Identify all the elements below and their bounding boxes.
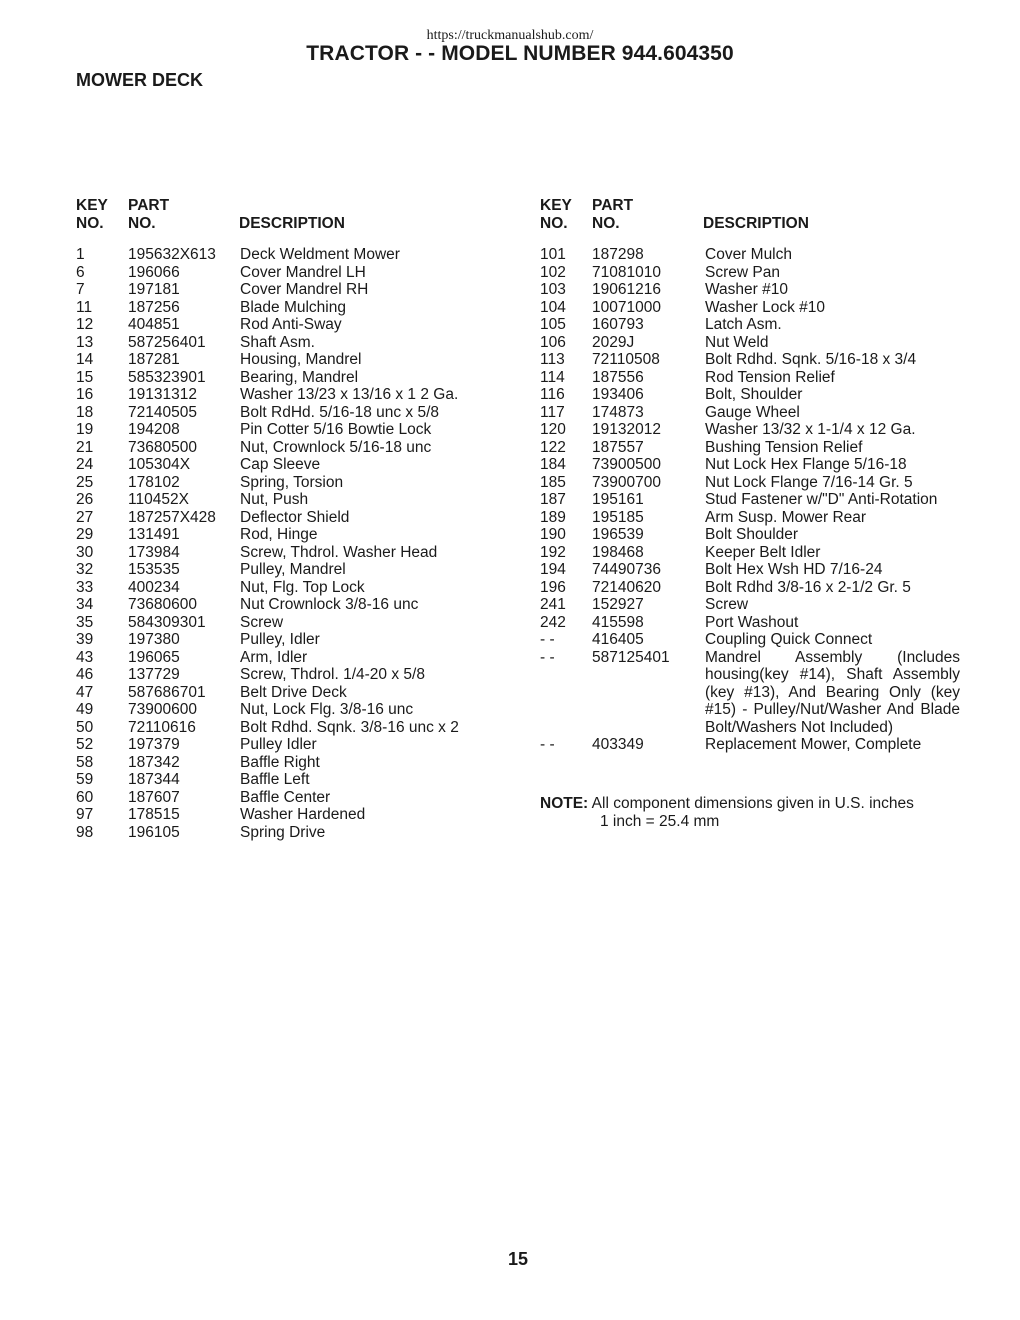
table-row (76, 474, 496, 492)
part-no: 72110508 (592, 351, 660, 368)
description: Rod, Hinge (240, 526, 318, 543)
key-no: 16 (76, 386, 94, 403)
table-row (540, 299, 965, 317)
description: Bolt Rdhd 3/8-16 x 2-1/2 Gr. 5 (705, 578, 911, 596)
part-no: 196105 (128, 823, 180, 841)
part-no: 403349 (592, 736, 644, 753)
description: Bearing, Mandrel (240, 368, 359, 386)
key-no: 242 (540, 613, 566, 631)
description: Nut Lock Flange 7/16-14 Gr. 5 (705, 473, 913, 491)
part-no: 415598 (592, 613, 644, 631)
key-no: - - (540, 631, 555, 648)
description: Baffle Right (240, 753, 320, 771)
part-no: 195161 (592, 491, 644, 508)
table-row (540, 736, 965, 754)
description: Housing, Mandrel (240, 351, 362, 368)
key-no: 25 (76, 473, 94, 491)
parts-table-header (76, 197, 496, 239)
part-no: 196539 (592, 526, 644, 543)
key-no: 35 (76, 613, 94, 631)
parts-table-header (540, 197, 965, 239)
part-no: 74490736 (592, 561, 661, 578)
table-row (540, 421, 965, 439)
table-row (76, 806, 496, 824)
key-no: 187 (540, 491, 566, 508)
part-no: 584309301 (128, 613, 206, 631)
part-no: 400234 (128, 578, 180, 596)
key-no: - - (540, 648, 555, 666)
part-no: 10071000 (592, 298, 661, 316)
part-no: 173984 (128, 543, 180, 561)
description: Bushing Tension Relief (705, 438, 863, 456)
key-no: 14 (76, 351, 94, 368)
part-no: 196065 (128, 648, 180, 666)
description: Washer 13/32 x 1-1/4 x 12 Ga. (705, 421, 916, 438)
part-no: 73900500 (592, 456, 661, 473)
description: Nut Lock Hex Flange 5/16-18 (705, 456, 907, 473)
header-key: KEY NO. (76, 197, 108, 232)
description: Cover Mulch (705, 246, 792, 263)
section-title: MOWER DECK (76, 70, 203, 90)
description: Nut, Lock Flg. 3/8-16 unc (240, 701, 414, 718)
parts-rows-left (76, 246, 496, 841)
key-no: 26 (76, 491, 94, 508)
part-no: 195185 (592, 508, 644, 526)
header-part: PART NO. (592, 197, 634, 232)
part-no: 73900600 (128, 701, 197, 718)
table-row (540, 596, 965, 614)
key-no: 27 (76, 508, 94, 526)
key-no: 11 (76, 298, 93, 316)
part-no: 187557 (592, 438, 644, 456)
key-no: 12 (76, 316, 94, 333)
part-no: 197181 (128, 281, 180, 298)
part-no: 19132012 (592, 421, 661, 438)
table-row (76, 404, 496, 422)
key-no: 113 (540, 351, 565, 368)
part-no: 105304X (128, 456, 191, 473)
table-row (76, 456, 496, 474)
part-no: 187298 (592, 246, 644, 263)
table-row (76, 369, 496, 387)
description: Nut, Flg. Top Lock (240, 578, 365, 596)
table-row (76, 824, 496, 842)
part-no: 71081010 (592, 263, 661, 281)
table-row (76, 386, 496, 404)
key-no: 101 (540, 246, 566, 263)
part-no: 195632X613 (128, 246, 216, 263)
part-no: 587686701 (128, 683, 206, 701)
description: Nut Crownlock 3/8-16 unc (240, 596, 419, 613)
description: Bolt RdHd. 5/16-18 unc x 5/8 (240, 403, 440, 421)
table-row (76, 614, 496, 632)
key-no: 122 (540, 438, 566, 456)
description: Bolt, Shoulder (705, 386, 803, 403)
table-row (76, 561, 496, 579)
part-no: 587125401 (592, 648, 670, 666)
key-no: - - (540, 736, 555, 753)
part-no: 194208 (128, 421, 180, 438)
description: Baffle Left (240, 771, 310, 788)
table-row (76, 771, 496, 789)
part-no: 174873 (592, 403, 644, 421)
part-no: 137729 (128, 666, 180, 683)
key-no: 18 (76, 403, 94, 421)
description: Cap Sleeve (240, 456, 321, 473)
part-no: 187607 (128, 788, 180, 806)
dimension-note (540, 795, 970, 830)
parts-rows-right (540, 246, 965, 754)
description: Arm, Idler (240, 648, 308, 666)
table-row (540, 579, 965, 597)
key-no: 189 (540, 508, 566, 526)
key-no: 194 (540, 561, 566, 578)
key-no: 241 (540, 596, 566, 613)
table-row (540, 614, 965, 632)
key-no: 49 (76, 701, 94, 718)
header-description: DESCRIPTION (239, 215, 345, 232)
part-no: 73900700 (592, 473, 661, 491)
part-no: 73680500 (128, 438, 197, 456)
table-row (540, 351, 965, 369)
note-label: NOTE: (540, 795, 589, 812)
part-no: 19061216 (592, 281, 661, 298)
key-no: 30 (76, 543, 94, 561)
part-no: 73680600 (128, 596, 197, 613)
description: Screw (705, 596, 749, 613)
table-row (540, 474, 965, 492)
part-no: 197379 (128, 736, 180, 753)
part-no: 197380 (128, 631, 180, 648)
table-row (540, 386, 965, 404)
table-row (540, 631, 965, 649)
description: Latch Asm. (705, 316, 782, 333)
key-no: 104 (540, 298, 566, 316)
description: Washer Hardened (240, 806, 366, 823)
description: Keeper Belt Idler (705, 543, 821, 561)
table-row (540, 264, 965, 282)
key-no: 102 (540, 263, 566, 281)
description: Washer #10 (705, 281, 788, 298)
key-no: 120 (540, 421, 566, 438)
key-no: 6 (76, 263, 85, 281)
key-no: 59 (76, 771, 94, 788)
description: Cover Mandrel RH (240, 281, 369, 298)
table-row (540, 561, 965, 579)
key-no: 105 (540, 316, 566, 333)
description: Bolt Rdhd. Sqnk. 3/8-16 unc x 2 (240, 718, 459, 736)
part-no: 196066 (128, 263, 180, 281)
table-row (76, 544, 496, 562)
key-no: 116 (540, 386, 565, 403)
table-row (540, 334, 965, 352)
key-no: 184 (540, 456, 566, 473)
description: Spring Drive (240, 823, 326, 841)
part-no: 585323901 (128, 368, 206, 386)
description: Screw Pan (705, 263, 780, 281)
header-description: DESCRIPTION (703, 215, 809, 232)
part-no: 19131312 (128, 386, 197, 403)
table-row (76, 491, 496, 509)
description: Arm Susp. Mower Rear (705, 508, 867, 526)
table-row (540, 281, 965, 299)
table-row (76, 666, 496, 684)
table-row (540, 246, 965, 264)
table-row (76, 596, 496, 614)
part-no: 152927 (592, 596, 644, 613)
part-no: 187344 (128, 771, 180, 788)
part-no: 587256401 (128, 333, 206, 351)
description: Mandrel Assembly (Includes housing(key #14), Shaft Assembly (key #13), And Bearing Only (key #15) - Pulley/Nut/Washer And Blade Bolt/Washers Not Included) (705, 648, 960, 736)
key-no: 1 (76, 246, 85, 263)
key-no: 196 (540, 578, 566, 596)
description: Deflector Shield (240, 508, 350, 526)
description: Pulley, Mandrel (240, 561, 346, 578)
table-row (76, 719, 496, 737)
note-line-1: All component dimensions given in U.S. inches (591, 795, 914, 812)
description: Bolt Rdhd. Sqnk. 5/16-18 x 3/4 (705, 351, 917, 368)
key-no: 43 (76, 648, 94, 666)
description: Pin Cotter 5/16 Bowtie Lock (240, 421, 432, 438)
table-row (540, 649, 965, 737)
table-row (540, 369, 965, 387)
table-row (76, 631, 496, 649)
page-number: 15 (507, 1249, 529, 1269)
table-row (76, 299, 496, 317)
table-row (540, 491, 965, 509)
key-no: 32 (76, 561, 94, 578)
table-row (540, 316, 965, 334)
key-no: 58 (76, 753, 94, 771)
description: Pulley, Idler (240, 631, 320, 648)
key-no: 50 (76, 718, 94, 736)
key-no: 192 (540, 543, 566, 561)
table-row (76, 701, 496, 719)
table-row (76, 334, 496, 352)
key-no: 24 (76, 456, 94, 473)
key-no: 190 (540, 526, 566, 543)
document-title: TRACTOR - - MODEL NUMBER 944.604350 (306, 42, 734, 65)
table-row (76, 684, 496, 702)
table-row (76, 439, 496, 457)
table-row (540, 526, 965, 544)
key-no: 103 (540, 281, 566, 298)
table-row (76, 579, 496, 597)
key-no: 34 (76, 596, 94, 613)
description: Belt Drive Deck (240, 683, 347, 701)
table-row (540, 404, 965, 422)
table-row (76, 246, 496, 264)
table-row (76, 649, 496, 667)
key-no: 97 (76, 806, 94, 823)
description: Pulley Idler (240, 736, 317, 753)
key-no: 19 (76, 421, 94, 438)
table-row (76, 264, 496, 282)
key-no: 15 (76, 368, 94, 386)
part-no: 72140505 (128, 403, 197, 421)
note-line-2: 1 inch = 25.4 mm (600, 812, 720, 830)
description: Nut Weld (705, 333, 769, 351)
description: Shaft Asm. (240, 333, 315, 351)
key-no: 13 (76, 333, 94, 351)
description: Screw, Thdrol. Washer Head (240, 543, 438, 561)
part-no: 198468 (592, 543, 644, 561)
description: Port Washout (705, 613, 799, 631)
key-no: 52 (76, 736, 94, 753)
description: Replacement Mower, Complete (705, 736, 922, 753)
key-no: 117 (540, 403, 565, 421)
part-no: 416405 (592, 631, 644, 648)
description: Spring, Torsion (240, 473, 344, 491)
table-row (76, 736, 496, 754)
description: Rod Anti-Sway (240, 316, 342, 333)
table-row (76, 789, 496, 807)
table-row (540, 456, 965, 474)
part-no: 72140620 (592, 578, 661, 596)
description: Gauge Wheel (705, 403, 800, 421)
part-no: 187556 (592, 368, 644, 386)
key-no: 29 (76, 526, 94, 543)
description: Nut, Crownlock 5/16-18 unc (240, 438, 432, 456)
key-no: 33 (76, 578, 94, 596)
description: Bolt Shoulder (705, 526, 799, 543)
description: Nut, Push (240, 491, 309, 508)
part-no: 72110616 (128, 718, 196, 736)
header-part: PART NO. (128, 197, 170, 232)
description: Blade Mulching (240, 298, 346, 316)
part-no: 187342 (128, 753, 180, 771)
table-row (76, 351, 496, 369)
table-row (540, 544, 965, 562)
part-no: 187257X428 (128, 508, 216, 526)
table-row (76, 754, 496, 772)
header-key: KEY NO. (540, 197, 572, 232)
key-no: 39 (76, 631, 94, 648)
parts-list-left (76, 197, 496, 841)
part-no: 404851 (128, 316, 180, 333)
key-no: 114 (540, 368, 565, 386)
part-no: 131491 (128, 526, 180, 543)
table-row (76, 281, 496, 299)
key-no: 60 (76, 788, 94, 806)
table-row (540, 509, 965, 527)
table-row (76, 421, 496, 439)
key-no: 106 (540, 333, 566, 351)
description: Stud Fastener w/"D" Anti-Rotation (705, 491, 938, 508)
key-no: 98 (76, 823, 94, 841)
description: Baffle Center (240, 788, 331, 806)
part-no: 160793 (592, 316, 644, 333)
part-no: 178102 (128, 473, 180, 491)
table-row (76, 526, 496, 544)
key-no: 7 (76, 281, 85, 298)
description: Washer Lock #10 (705, 298, 826, 316)
part-no: 2029J (592, 333, 635, 351)
description: Rod Tension Relief (705, 368, 835, 386)
description: Coupling Quick Connect (705, 631, 873, 648)
part-no: 187256 (128, 298, 180, 316)
description: Deck Weldment Mower (240, 246, 400, 263)
source-url: https://truckmanualshub.com/ (426, 28, 594, 43)
description: Bolt Hex Wsh HD 7/16-24 (705, 561, 883, 578)
description: Washer 13/23 x 13/16 x 1 2 Ga. (240, 386, 459, 403)
description: Screw, Thdrol. 1/4-20 x 5/8 (240, 666, 425, 683)
part-no: 110452X (128, 491, 189, 508)
description: Screw (240, 613, 284, 631)
key-no: 21 (76, 438, 94, 456)
part-no: 187281 (128, 351, 180, 368)
part-no: 178515 (128, 806, 180, 823)
table-row (76, 316, 496, 334)
parts-list-right (540, 197, 965, 754)
part-no: 193406 (592, 386, 644, 403)
key-no: 47 (76, 683, 94, 701)
table-row (540, 439, 965, 457)
key-no: 185 (540, 473, 566, 491)
key-no: 46 (76, 666, 94, 683)
table-row (76, 509, 496, 527)
description: Cover Mandrel LH (240, 263, 366, 281)
part-no: 153535 (128, 561, 180, 578)
